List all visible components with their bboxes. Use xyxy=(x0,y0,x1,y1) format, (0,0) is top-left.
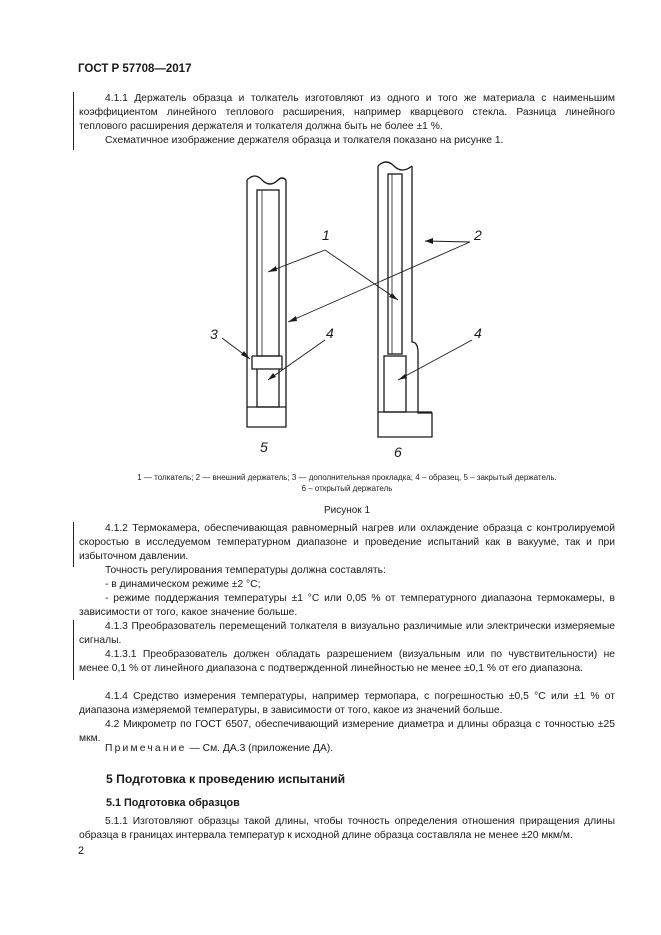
document-header: ГОСТ Р 57708—2017 xyxy=(78,63,192,75)
paragraph-4-1-4: 4.1.4 Средство измерения температуры, например термопара, с погрешностью ±0,5 °С или ±1 % от диапазона измеряемой температуры, в зависимости от того, какое из значений больше. xyxy=(79,691,615,717)
label-5: 5 xyxy=(260,439,268,455)
closed-holder-outline xyxy=(247,180,286,427)
pushrod-left xyxy=(257,190,279,356)
label-6: 6 xyxy=(394,444,402,460)
label-4-left: 4 xyxy=(326,325,334,341)
figure-legend-line-2: 6 – открытый держатель xyxy=(301,484,393,493)
section-5-title: 5 Подготовка к проведению испытаний xyxy=(106,772,346,786)
paragraph-4-1-1: 4.1.1 Держатель образца и толкатель изготовляют из одного и того же материала с наименьшим коэффициентом линейного теплового расширения, например кварцевого стекла. Разница линейного теплового расширения держателя и толкателя должна быть не более ±1 %. xyxy=(79,93,615,133)
note xyxy=(79,742,615,756)
closed-holder-top xyxy=(247,176,286,184)
leader-4-right xyxy=(398,340,472,380)
paragraph-dynamic: - в динамическом режиме ±2 °С; xyxy=(105,579,261,590)
paragraph-accuracy: Точность регулирования температуры должна составлять: xyxy=(105,565,386,576)
paragraph-5-1-1: 5.1.1 Изготовляют образцы такой длины, чтобы точность определения отношения приращения длины образца в границах интервала температур к исходной длине образца составляла не менее ±20 мкм/м. xyxy=(79,816,615,842)
leader-1-left xyxy=(268,250,325,272)
page-number: 2 xyxy=(78,845,85,857)
section-5-1-title: 5.1 Подготовка образцов xyxy=(106,797,240,809)
note-text: — См. ДА.3 (приложение ДА). xyxy=(186,743,334,754)
paragraph-4-1-3: 4.1.3 Преобразователь перемещений толкателя в визуально различимые или электрически измеряемые сигналы. xyxy=(79,621,615,647)
label-3: 3 xyxy=(210,326,218,342)
figure-legend-line-1: 1 — толкатель; 2 — внешний держатель; 3 — дополнительная прокладка; 4 – образец, 5 – закрытый держатель. xyxy=(137,473,557,482)
leader-1-right xyxy=(325,250,398,300)
open-holder-top xyxy=(378,162,412,170)
pushrod-right xyxy=(388,174,402,354)
paragraph-4-1-3-1: 4.1.3.1 Преобразователь должен обладать разрешением (визуальным или по чувствительности) не менее 0,1 % от линейного диапазона с подтвержденной линейностью не менее ±0,1 % от его диапазона. xyxy=(79,649,615,675)
paragraph-figure-reference: Схематичное изображение держателя образца и толкателя показано на рисунке 1. xyxy=(105,135,504,146)
label-1: 1 xyxy=(322,227,330,243)
change-bar xyxy=(73,620,74,680)
note-label: Примечание xyxy=(105,743,187,754)
figure-title: Рисунок 1 xyxy=(323,505,371,516)
specimen-right xyxy=(384,356,406,412)
paragraph-4-1-2: 4.1.2 Термокамера, обеспечивающая равномерный нагрев или охлаждение образца с контролируемой скоростью в исследуемом температурном диапазоне и проведение испытаний как в вакууме, так и при избыточном давлении. xyxy=(79,523,615,563)
label-2: 2 xyxy=(474,227,482,243)
paragraph-4-2: 4.2 Микрометр по ГОСТ 6507, обеспечивающий измерение диаметра и длины образца с точностью ±25 мкм. xyxy=(79,719,615,745)
leader-4-left xyxy=(268,340,325,380)
label-4-right: 4 xyxy=(474,325,482,341)
paragraph-static: - режиме поддержания температуры ±1 °С или 0,05 % от температурного диапазона термокамеры, в зависимости от того, какое значение больше. xyxy=(79,593,615,619)
open-holder-outline xyxy=(378,166,432,437)
change-bar xyxy=(73,522,74,567)
